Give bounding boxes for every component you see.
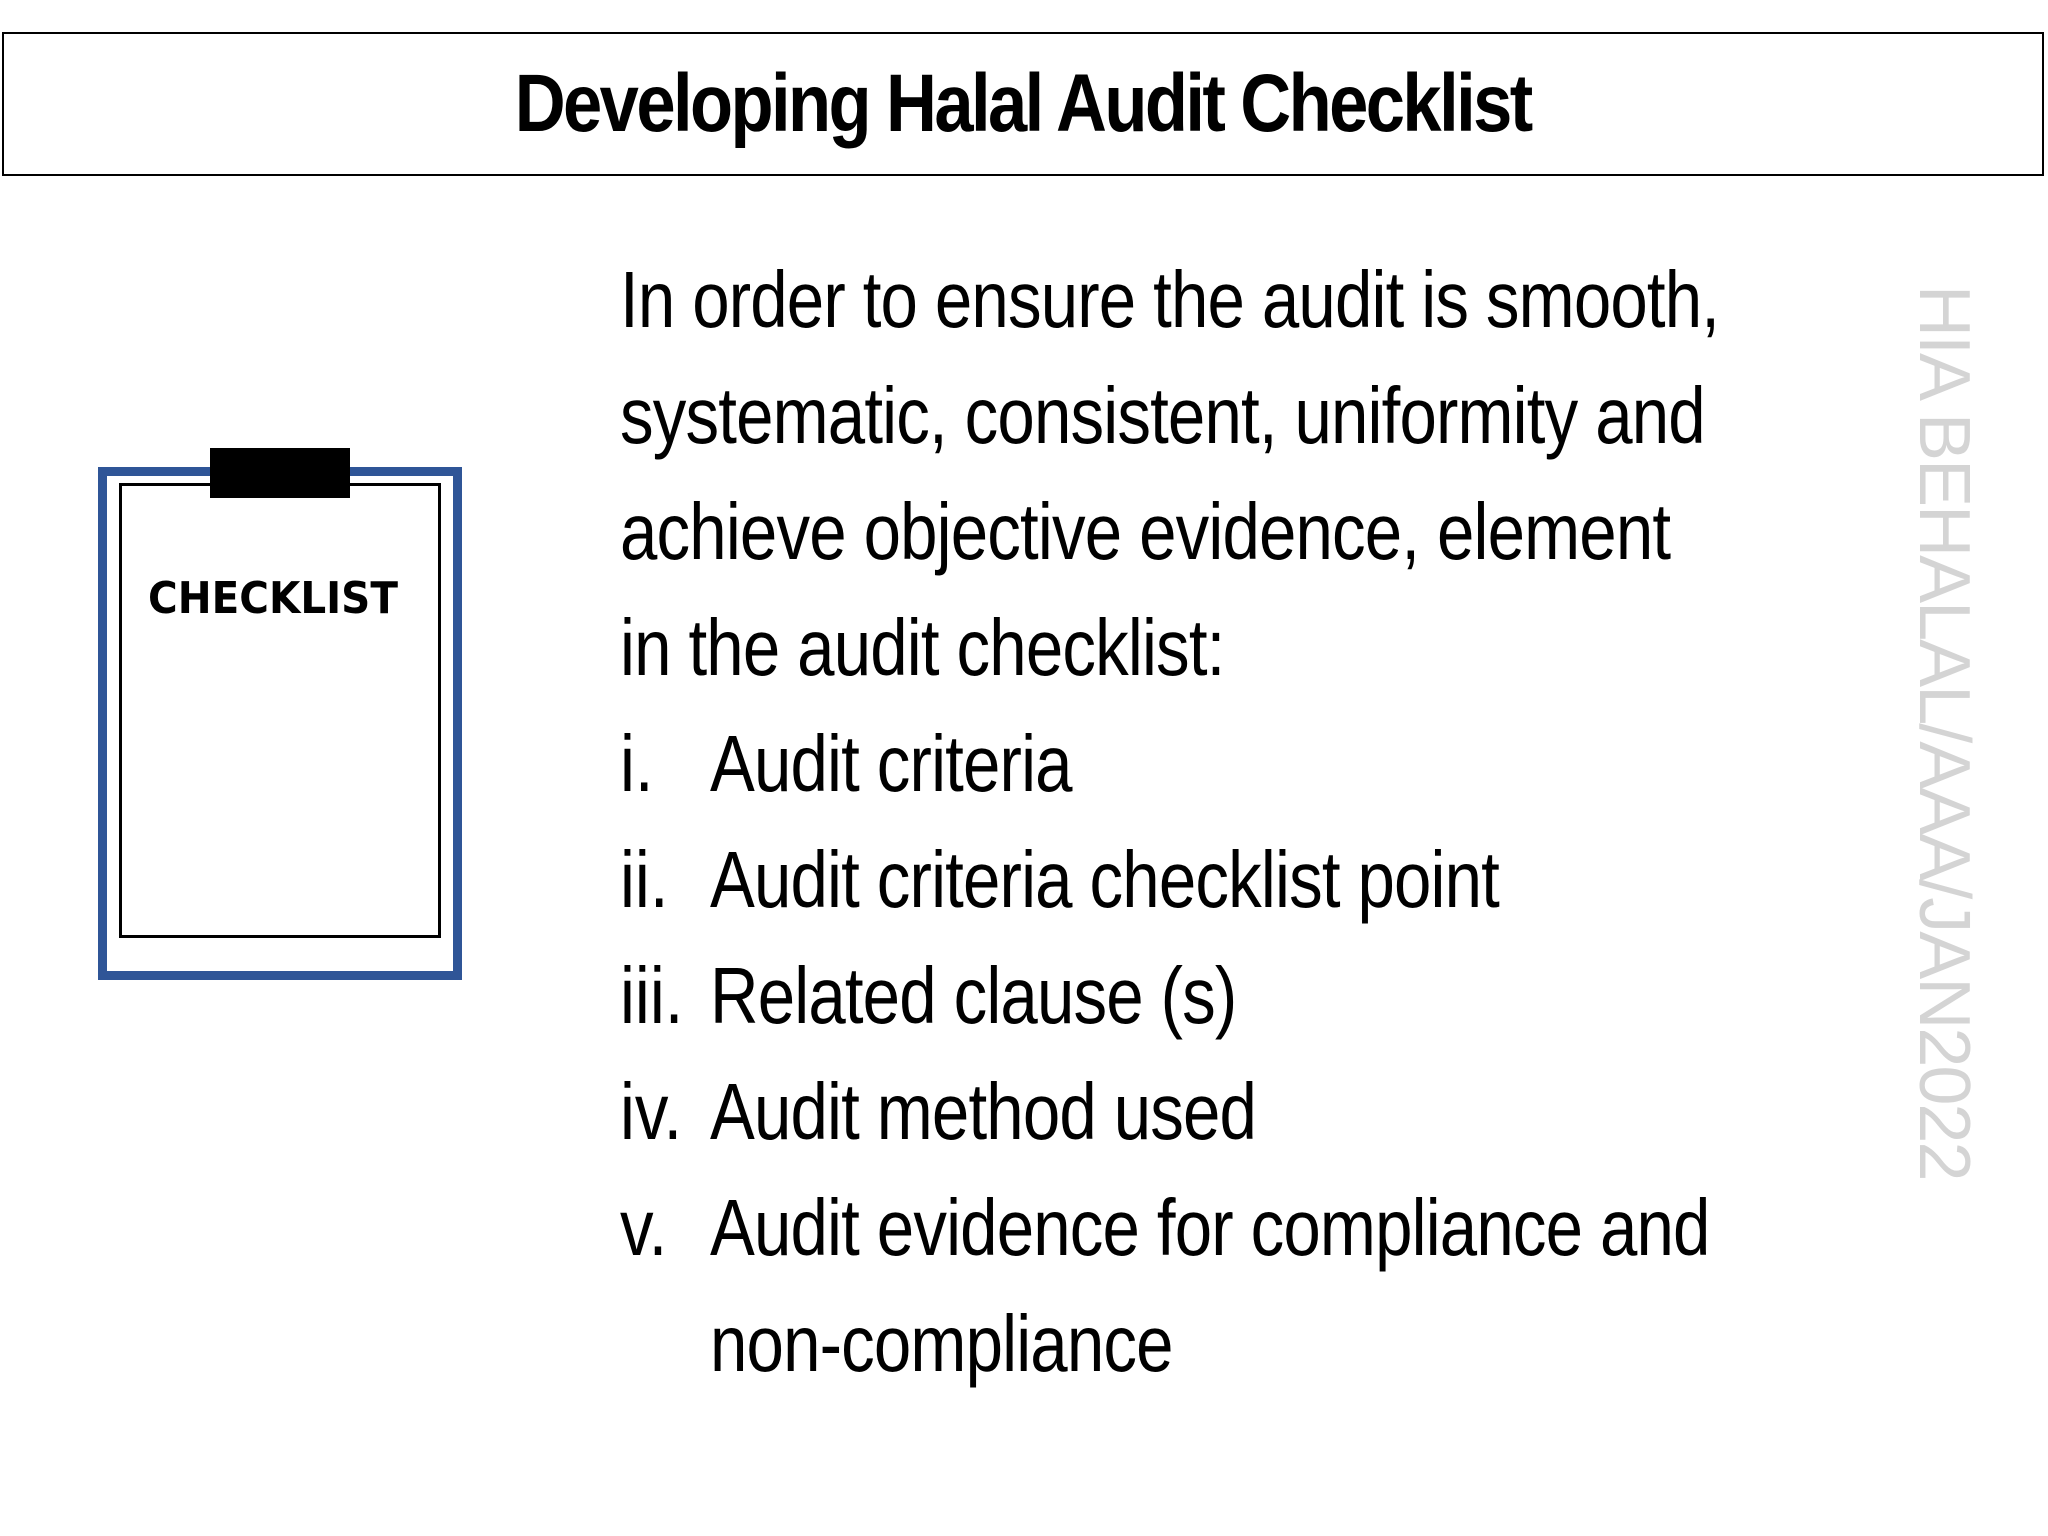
title-box <box>2 32 2044 176</box>
slide-body <box>620 242 1980 1402</box>
intro-paragraph <box>620 242 1980 706</box>
list-marker: iii. <box>620 951 684 1040</box>
list-item-text: Related clause (s) <box>710 951 1237 1040</box>
list-item-text: Audit method used <box>710 1067 1257 1156</box>
list-item-text: Audit evidence for compliance and <box>710 1183 1710 1272</box>
list-marker: iv. <box>620 1067 683 1156</box>
watermark-text: HIA BEHALAL/AAA/JAN2022 <box>1904 285 1984 1180</box>
clipboard-clip <box>210 448 350 498</box>
list-item <box>620 706 1980 822</box>
clipboard-paper <box>119 483 441 938</box>
list-item <box>620 1054 1980 1170</box>
list-item-text: Audit criteria checklist point <box>710 835 1500 924</box>
checklist-elements-list <box>620 706 1980 1402</box>
list-marker: ii. <box>620 835 669 924</box>
intro-line: In order to ensure the audit is smooth, <box>620 255 1720 344</box>
list-item <box>620 1170 1980 1402</box>
list-item-text-continued: non-compliance <box>710 1299 1173 1388</box>
intro-line: in the audit checklist: <box>620 603 1225 692</box>
slide-title: Developing Halal Audit Checklist <box>515 58 1531 149</box>
list-item <box>620 822 1980 938</box>
intro-line: achieve objective evidence, element <box>620 487 1671 576</box>
list-item <box>620 938 1980 1054</box>
list-marker: i. <box>620 719 654 808</box>
list-marker: v. <box>620 1183 668 1272</box>
clipboard-label: CHECKLIST <box>148 573 398 624</box>
intro-line: systematic, consistent, uniformity and <box>620 371 1705 460</box>
list-item-text: Audit criteria <box>710 719 1072 808</box>
